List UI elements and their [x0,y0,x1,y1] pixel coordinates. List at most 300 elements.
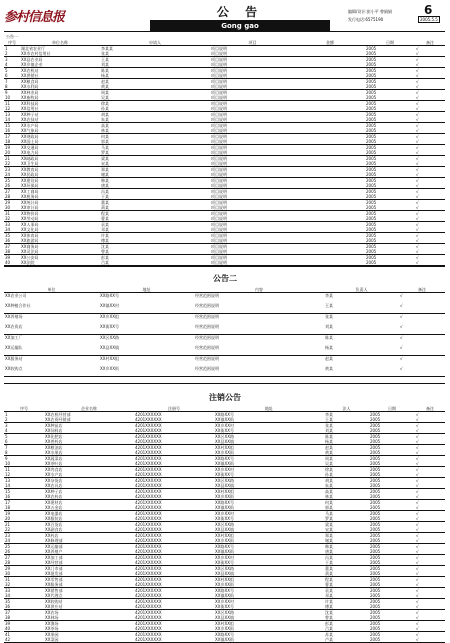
table-cell: 4201XXXXXX [135,577,162,582]
table-cell: 2005 [365,117,415,123]
table-cell: 经营范围说明 [195,356,219,361]
table-cell: √ [415,637,445,643]
table-cell: 4201XXXXXX [135,423,162,428]
table-cell: XX区XX路 [215,522,234,527]
table-cell: 4201XXXXXX [135,610,162,615]
table-cell: √ [416,533,419,538]
table-cell: 4201XXXXXX [135,588,162,593]
table-cell: XX畜牧局 [20,95,100,101]
table-cell: √ [416,500,419,505]
table-cell: 26 [4,183,20,189]
table-cell: 2005 [370,423,381,428]
table-cell: 25 [5,544,11,549]
table-cell: 2005 [365,183,415,189]
table-cell: XX司法局 [20,249,100,255]
table-cell: 39 [5,621,11,626]
table-cell: XX审计局 [20,205,100,211]
table-cell: 2005 [370,544,381,549]
table-cell: 4201XXXXXX [135,555,162,560]
column-header: 内容 [194,287,324,293]
table-cell: 项目说明 [211,222,227,227]
section1-end-rule [4,266,445,267]
table-cell: 2005 [370,445,381,450]
table-cell: 项目说明 [210,183,295,189]
table-cell: 唐某 [100,183,210,189]
table-cell: XX公安局 [21,255,39,260]
table-cell: XX销售部 [45,588,63,593]
table-cell: 33 [5,588,11,593]
table-cell: √ [415,483,445,489]
table-cell: 刘某 [100,62,210,68]
table-cell: 4201XXXXXX [135,544,162,549]
issue-date: 2005.5.5 [420,17,438,22]
table-cell: 2005 [370,489,381,494]
table-cell: XX区XX路 [100,335,119,340]
table-cell: 刘某 [324,324,399,335]
table-cell: √ [415,527,445,533]
table-cell: XX建设局 [21,178,39,183]
column-header: 序号 [4,40,20,46]
table-cell: XX加工部 [45,555,63,560]
table-cell: XX镇XX村 [99,303,194,314]
table-cell: 胡某 [101,112,109,117]
table-cell: 董某 [101,200,109,205]
table-cell: 2005 [365,62,415,68]
table-cell: XX县XX镇 [214,439,324,445]
table-cell: 4201XXXXXX [134,637,214,643]
table-cell: 项目说明 [211,134,227,139]
table-cell: √ [416,145,419,150]
table-cell: 彭某 [101,255,109,260]
table-cell: 2005 [366,46,377,51]
table-cell: √ [415,205,445,211]
table-cell: 李某 [325,293,333,298]
table-cell: 项目说明 [211,90,227,95]
table-cell: XX街XX号 [99,324,194,335]
table-cell: 朱某 [324,483,369,489]
table-cell: XX代理点 [44,593,134,599]
table-cell: XX农资店 [4,324,99,335]
table-cell: 4201XXXXXX [135,489,162,494]
table-cell: 16 [4,494,44,500]
table-cell: 项目说明 [211,46,227,51]
table-cell: √ [415,494,445,500]
table-cell: XX乡XX村 [215,511,234,516]
newspaper-logo: 参村信息报 [4,10,65,25]
table-cell: √ [415,604,445,610]
table-cell: √ [416,255,419,260]
table-cell: 4201XXXXXX [135,621,162,626]
column-header: 单位 [4,287,99,293]
table-cell: XX镇XX街 [214,593,324,599]
table-cell: 高某 [325,489,333,494]
table-cell: √ [415,439,445,445]
table-cell: 2005 [365,84,415,90]
table-cell: 项目说明 [211,167,227,172]
table-cell: XX乡镇企业 [20,62,100,68]
column-header: 备注 [415,40,445,46]
table-cell: 8 [4,84,20,90]
table-cell: 5 [5,434,8,439]
column-header: 项目 [210,40,295,46]
table-cell: XX种子站 [21,112,39,117]
section2-title: 公告二 [213,273,237,283]
table-cell: √ [415,183,445,189]
table-cell: √ [416,200,419,205]
table-cell: XX副食店 [44,527,134,533]
table-cell: 沈某 [101,244,109,249]
table-cell: 萧某 [324,571,369,577]
table-cell: 34 [4,227,20,233]
table-cell: √ [415,249,445,255]
table-cell: √ [416,79,419,84]
table-cell: 4201XXXXXX [135,434,162,439]
table-cell: 2005 [365,161,415,167]
column-header: 负责人 [324,287,399,293]
table-cell: 项目说明 [211,244,227,249]
table-cell: 项目说明 [210,73,295,79]
table-cell: 4201XXXXXX [135,533,162,538]
table-cell: 项目说明 [211,156,227,161]
notice-table-1 [4,40,445,266]
table-cell: 4201XXXXXX [135,632,162,637]
table-cell: XX街XX号 [214,560,324,566]
table-cell: 41 [5,632,11,637]
table-cell: √ [416,467,419,472]
table-cell: XX经营部 [44,560,134,566]
section1-caption: 公告一 [6,34,18,39]
table-cell: 项目说明 [210,205,295,211]
section-title: 公 告 [150,5,330,21]
table-cell: XX工商局 [21,189,39,194]
table-cell: 项目说明 [210,238,295,244]
table-cell: 赵某 [101,79,109,84]
table-cell: 项目说明 [211,255,227,260]
section2-end-rule [4,383,445,384]
table-cell: XX门市部 [45,566,63,571]
table-cell: 梁某 [325,522,333,527]
table-cell: 4201XXXXXX [135,456,162,461]
column-header: 注册号 [134,406,214,412]
table-cell: 38 [4,615,44,621]
table-cell: 38 [4,249,20,255]
table-cell: 2005 [365,227,415,233]
table-cell: 9 [5,456,8,461]
table-cell: 32 [4,216,20,222]
table-cell: √ [416,123,419,128]
table-cell: XX街XX号 [214,428,324,434]
table-cell: 项目说明 [211,123,227,128]
table-cell: 20 [4,516,44,522]
table-cell: 2005 [365,139,415,145]
table-cell: 24 [4,538,44,544]
table-cell: 40 [4,626,44,632]
table-cell: √ [416,434,419,439]
table-cell: 27 [5,555,11,560]
table-cell: √ [415,194,445,200]
table-cell: XX运输部 [45,544,63,549]
table-cell: 2005 [365,260,415,266]
table-cell: 2005 [366,200,377,205]
table-row [4,356,445,367]
table-cell: √ [416,156,419,161]
table-cell: 8 [4,450,44,456]
table-cell: 2005 [369,439,415,445]
table-cell: √ [416,621,419,626]
table-cell: XX区XX路 [215,610,234,615]
table-cell: 2005 [366,68,377,73]
table-cell: 林某 [100,128,210,134]
table-cell: XX路XX号 [215,632,234,637]
table-cell: XX化肥店 [45,434,63,439]
table-cell: 2 [4,417,44,423]
table-cell: 罗某 [324,516,369,522]
editor-line: 编辑/设计:彭小平 曾娟娟 [348,9,392,14]
table-cell: 22 [4,527,44,533]
table-cell: √ [416,511,419,516]
table-cell: XX百货店 [45,522,63,527]
table-cell: √ [415,73,445,79]
table-cell: XX街XX号 [214,472,324,478]
table-cell: XX收购站 [45,599,63,604]
column-header: 序号 [4,406,44,412]
table-cell: √ [415,560,445,566]
table-cell: 3 [5,57,8,62]
table-cell: XX镇XX街 [214,549,324,555]
table-cell: XX交通局 [21,145,39,150]
table-cell: 马某 [325,511,333,516]
table-cell: XX镇XX街 [214,417,324,423]
table-cell: 17 [5,500,11,505]
table-cell: 2005 [366,145,377,150]
table-cell: 2005 [369,483,415,489]
table-cell: 经营范围说明 [195,293,219,298]
table-cell: 2005 [365,216,415,222]
table-cell: XX县农业局 [21,57,43,62]
table-cell: 4201XXXXXX [135,500,162,505]
table-cell: √ [415,117,445,123]
table-cell: √ [415,139,445,145]
table-cell: 2005 [366,244,377,249]
table-cell: 经营范围说明 [195,335,219,340]
table-cell: √ [415,571,445,577]
table-cell: 2005 [365,73,415,79]
table-cell: 项目说明 [211,233,227,238]
table-cell: XX乡XX村 [215,467,234,472]
table-cell: 项目说明 [210,216,295,222]
table-cell: 项目说明 [210,84,295,90]
table-cell: 19 [5,145,11,150]
table-cell: XX路XX号 [215,412,234,417]
table-cell: 何某 [101,134,109,139]
table-cell: XX村XX组 [215,489,234,494]
table-cell: 13 [5,478,11,483]
table-cell: 9 [5,90,8,95]
table-cell: 7 [5,79,8,84]
table-cell: 2005 [369,582,415,588]
table-cell: 项目说明 [210,106,295,112]
table-cell: 2005 [369,494,415,500]
table-cell: XX路XX号 [100,293,119,298]
table-cell: 2 [4,51,20,57]
table-cell: XX税务局 [20,194,100,200]
table-cell: XX气象局 [20,128,100,134]
phone-line: 发行电话:6575190 [348,17,384,22]
table-cell: 7 [5,445,8,450]
table-cell: 31 [5,211,11,216]
table-cell: √ [399,303,445,314]
table-cell: XX林场 [44,615,134,621]
table-cell: 项目说明 [211,178,227,183]
table-cell: XX种苗店 [45,423,63,428]
table-cell: 5 [5,68,8,73]
table-cell: 2005 [369,560,415,566]
table-cell: 赵某 [325,445,333,450]
table-row [4,303,445,314]
table-cell: √ [416,489,419,494]
table-cell: 25 [5,178,11,183]
table-row [4,260,445,266]
table-cell: √ [399,366,445,377]
table-cell: √ [416,178,419,183]
table-cell: XX科技局 [21,101,39,106]
table-cell: 经营范围说明 [195,314,219,319]
table-cell: 35 [5,233,11,238]
table-cell: XX药店 [45,533,59,538]
table-cell: 34 [4,593,44,599]
table-cell: XX果园 [45,632,59,637]
table-cell: √ [415,161,445,167]
table-cell: 郭某 [324,505,369,511]
table-cell: 项目说明 [210,128,295,134]
table-cell: 2005 [366,233,377,238]
table-cell: XX区XX路 [215,478,234,483]
table-cell: 2005 [369,516,415,522]
table-cell: 2005 [370,522,381,527]
table-cell: 袁某 [325,588,333,593]
table-cell: XX养殖场 [5,314,23,319]
table-cell: 萧某 [100,205,210,211]
table-cell: XX文化局 [20,227,100,233]
table-cell: XX乡XX街 [214,626,324,632]
table-cell: 梁某 [101,156,109,161]
table-cell: 28 [4,194,20,200]
table-cell: 4201XXXXXX [134,494,214,500]
table-cell: 黄某 [324,366,399,377]
table-cell: XX水产局 [21,123,39,128]
table-cell: 23 [5,167,11,172]
table-cell: 周某 [101,90,109,95]
table-cell: XX供销社 [20,73,100,79]
column-header: 备注 [415,406,445,412]
table-cell: 冯某 [325,555,333,560]
table-cell: 37 [5,244,11,249]
table-cell: 许某 [325,599,333,604]
table-cell: 29 [5,200,11,205]
table-cell: 2005 [369,505,415,511]
table-cell: 2005 [369,615,415,621]
table-cell: 2005 [365,150,415,156]
table-cell: XX乡XX街 [214,538,324,544]
column-header: 单位名称 [20,40,100,46]
table-cell: 邓某 [100,227,210,233]
table-cell: 2005 [369,604,415,610]
table-cell: 21 [5,522,11,527]
column-header: 金额 [295,40,365,46]
table-cell: XX电器店 [45,511,63,516]
table-cell: 2005 [369,428,415,434]
notice-table-2 [4,287,445,377]
table-cell: √ [416,599,419,604]
table-cell: 孙某 [100,106,210,112]
table-cell: 4201XXXXXX [135,467,162,472]
table-cell: √ [416,566,419,571]
table-cell: √ [416,456,419,461]
table-cell: XX茶场 [44,626,134,632]
table-cell: 2005 [366,57,377,62]
table-cell: XX农业公司 [5,293,27,298]
table-cell: 王某 [324,417,369,423]
table-cell: 黄某 [100,84,210,90]
table-cell: √ [416,478,419,483]
table-cell: XX茶叶店 [44,461,134,467]
table-cell: 项目说明 [210,161,295,167]
table-cell: 经营范围说明 [194,324,324,335]
table-cell: 2005 [369,549,415,555]
section-title-pinyin: Gong gao [150,21,330,32]
table-cell: 陈某 [325,434,333,439]
table-cell: 曾某 [324,615,369,621]
table-cell: 2005 [365,128,415,134]
table-cell: √ [416,544,419,549]
table-cell: XX肉食店 [45,467,63,472]
table-cell: XX农机经营部 [45,412,71,417]
table-cell: 1 [5,46,8,51]
table-cell: 项目说明 [210,150,295,156]
table-cell: 2005 [366,167,377,172]
table-cell: 15 [5,123,11,128]
table-cell: 12 [4,106,20,112]
table-cell: 2005 [366,90,377,95]
table-cell: 项目说明 [210,139,295,145]
table-cell: √ [416,134,419,139]
table-cell: 11 [5,467,11,472]
table-cell: 6 [4,73,20,79]
table-cell: 22 [4,161,20,167]
table-cell: 2005 [370,621,381,626]
table-cell: 吴某 [324,461,369,467]
table-cell: 2005 [366,255,377,260]
table-cell: √ [415,450,445,456]
table-cell: √ [416,112,419,117]
table-cell: XX村XX组 [215,577,234,582]
table-cell: XX路XX号 [215,500,234,505]
table-cell: 彭某 [325,621,333,626]
table-cell: 4201XXXXXX [134,615,214,621]
table-cell: 24 [4,172,20,178]
table-cell: 李某某 [101,46,113,51]
table-cell: 2005 [369,472,415,478]
column-header: 地址 [99,287,194,293]
table-cell: XX教育局 [21,167,39,172]
table-cell: 2005 [370,434,381,439]
column-header: 企业名称 [44,406,134,412]
table-cell: XX区XX路 [215,434,234,439]
table-cell: 项目说明 [211,101,227,106]
table-cell: XX民政局 [20,172,100,178]
table-cell: 4201XXXXXX [134,439,214,445]
table-cell: 4201XXXXXX [134,571,214,577]
